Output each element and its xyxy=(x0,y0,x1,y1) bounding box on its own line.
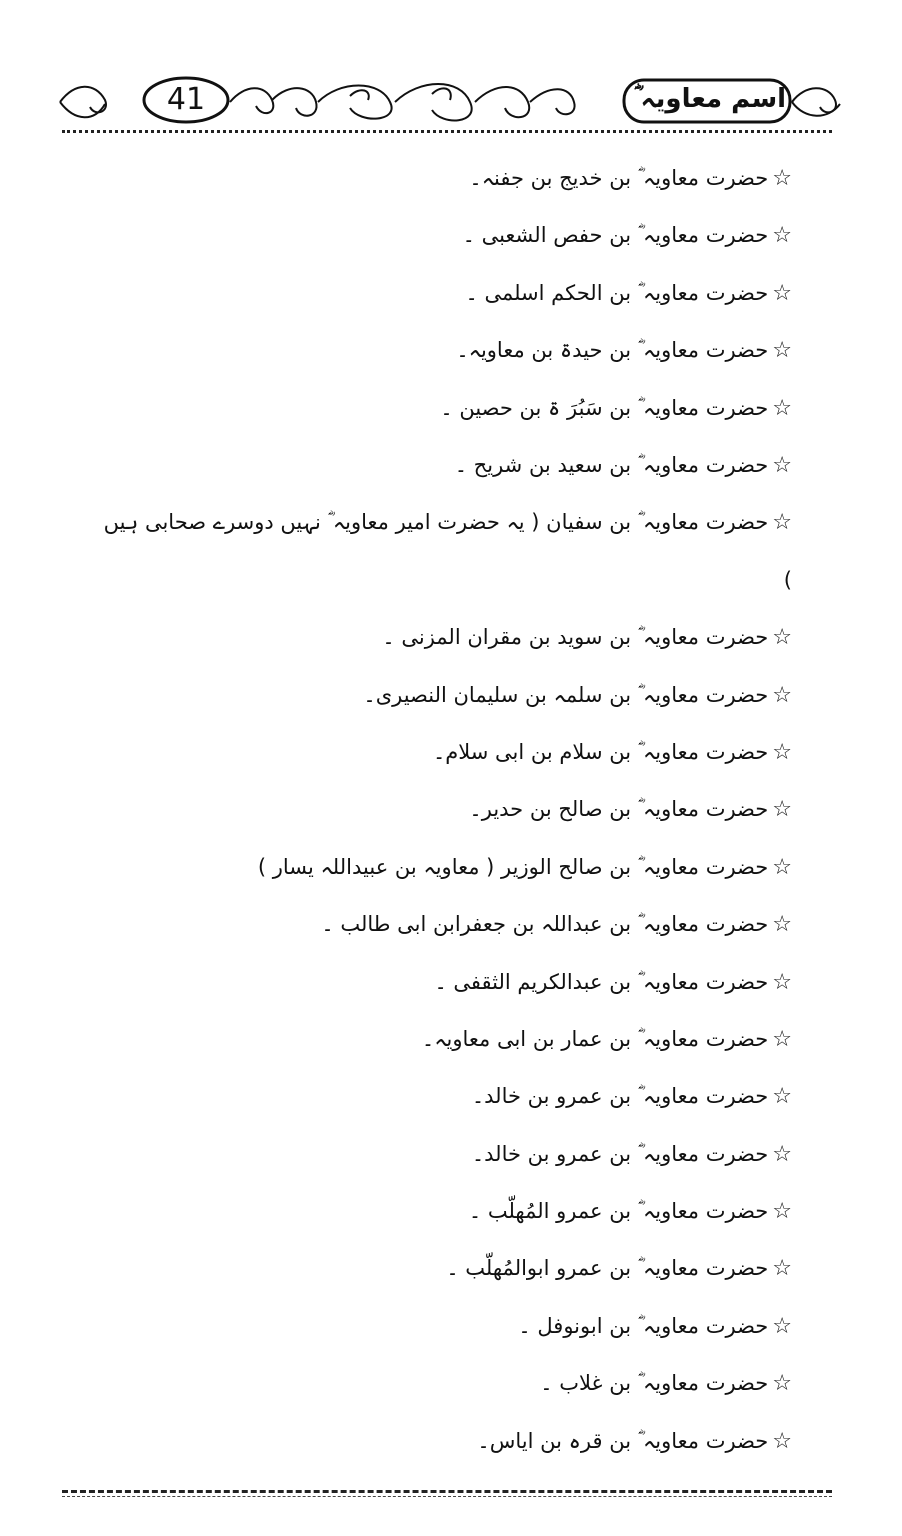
star-outline-icon: ☆ xyxy=(772,625,792,651)
list-item xyxy=(100,1068,792,1125)
list-item xyxy=(100,322,792,379)
entry-text: حضرت معاویہ ؓ بن صالح الوزیر ( معاویہ بن عبیداللہ یسار ) xyxy=(257,854,769,879)
list-item xyxy=(100,896,792,953)
star-outline-icon: ☆ xyxy=(772,1371,792,1397)
star-outline-icon: ☆ xyxy=(772,338,792,364)
star-outline-icon: ☆ xyxy=(772,1199,792,1225)
list-item xyxy=(100,1298,792,1355)
list-item xyxy=(100,207,792,264)
list-item xyxy=(100,437,792,494)
entry-text: حضرت معاویہ ؓ بن سلام بن ابی سلام۔ xyxy=(432,739,769,764)
entry-text: حضرت معاویہ ؓ بن الحکم اسلمی ۔ xyxy=(465,280,769,305)
entry-text: حضرت معاویہ ؓ بن سفیان ( یہ حضرت امیر معاویہ ؓ نہیں دوسرے صحابی ہیں ) xyxy=(103,510,792,592)
footer-divider xyxy=(62,1490,832,1493)
list-item xyxy=(100,494,792,609)
header-divider xyxy=(62,130,832,133)
list-item xyxy=(100,954,792,1011)
entry-text: حضرت معاویہ ؓ بن عمار بن ابی معاویہ۔ xyxy=(421,1026,769,1051)
companion-name-list xyxy=(100,150,792,1470)
entry-text: حضرت معاویہ ؓ بن سلمہ بن سلیمان النصیری۔ xyxy=(363,682,769,707)
entry-text: حضرت معاویہ ؓ بن عمرو ابوالمُھلّب ۔ xyxy=(446,1256,769,1281)
entry-text: حضرت معاویہ ؓ بن سوید بن مقران المزنی ۔ xyxy=(382,625,769,650)
star-outline-icon: ☆ xyxy=(772,1313,792,1339)
entry-text: حضرت معاویہ ؓ بن ابونوفل ۔ xyxy=(518,1313,769,1338)
list-item xyxy=(100,609,792,666)
entry-text: حضرت معاویہ ؓ بن سَبُرَ ۃ بن حصین ۔ xyxy=(440,395,769,420)
star-outline-icon: ☆ xyxy=(772,1026,792,1052)
star-outline-icon: ☆ xyxy=(772,797,792,823)
entry-text: حضرت معاویہ ؓ بن قرہ بن ایاس۔ xyxy=(477,1428,769,1453)
entry-text: حضرت معاویہ ؓ بن عمرو بن خالد۔ xyxy=(471,1141,769,1166)
entry-text: حضرت معاویہ ؓ بن حیدۃ بن معاویہ۔ xyxy=(456,338,769,363)
list-item xyxy=(100,724,792,781)
star-outline-icon: ☆ xyxy=(772,912,792,938)
star-outline-icon: ☆ xyxy=(772,682,792,708)
list-item xyxy=(100,380,792,437)
list-item xyxy=(100,781,792,838)
entry-text: حضرت معاویہ ؓ بن حفص الشعبی ۔ xyxy=(462,223,769,248)
list-item xyxy=(100,1355,792,1412)
entry-text: حضرت معاویہ ؓ بن عبدالکریم الثقفی ۔ xyxy=(434,969,769,994)
entry-text: حضرت معاویہ ؓ بن عمرو المُھلّب ۔ xyxy=(468,1199,769,1224)
star-outline-icon: ☆ xyxy=(772,1141,792,1167)
star-outline-icon: ☆ xyxy=(772,510,792,536)
star-outline-icon: ☆ xyxy=(772,452,792,478)
list-item xyxy=(100,839,792,896)
star-outline-icon: ☆ xyxy=(772,223,792,249)
list-item xyxy=(100,1126,792,1183)
entry-text: حضرت معاویہ ؓ بن خدیج بن جفنہ۔ xyxy=(469,166,769,190)
entry-text: حضرت معاویہ ؓ بن صالح بن حدیر۔ xyxy=(469,797,769,822)
list-item xyxy=(100,150,792,207)
list-item xyxy=(100,667,792,724)
list-item xyxy=(100,1413,792,1470)
entry-text: حضرت معاویہ ؓ بن عمرو بن خالد۔ xyxy=(471,1084,769,1109)
entry-text: حضرت معاویہ ؓ بن عبداللہ بن جعفرابن ابی طالب ۔ xyxy=(321,912,769,937)
star-outline-icon: ☆ xyxy=(772,1428,792,1454)
star-outline-icon: ☆ xyxy=(772,739,792,765)
list-item xyxy=(100,1183,792,1240)
list-item xyxy=(100,1240,792,1297)
entry-text: حضرت معاویہ ؓ بن سعید بن شریح ۔ xyxy=(454,452,769,477)
star-outline-icon: ☆ xyxy=(772,1256,792,1282)
running-title: اسم معاویہ ؓ xyxy=(633,84,787,114)
star-outline-icon: ☆ xyxy=(772,395,792,421)
entry-text: حضرت معاویہ ؓ بن غلاب ۔ xyxy=(540,1371,769,1396)
page-header xyxy=(50,72,850,132)
star-outline-icon: ☆ xyxy=(772,280,792,306)
page-number: 41 xyxy=(166,82,206,117)
star-outline-icon: ☆ xyxy=(772,854,792,880)
star-outline-icon: ☆ xyxy=(772,166,792,191)
footer-divider-secondary xyxy=(62,1496,832,1497)
star-outline-icon: ☆ xyxy=(772,969,792,995)
star-outline-icon: ☆ xyxy=(772,1084,792,1110)
list-item xyxy=(100,265,792,322)
list-item xyxy=(100,1011,792,1068)
